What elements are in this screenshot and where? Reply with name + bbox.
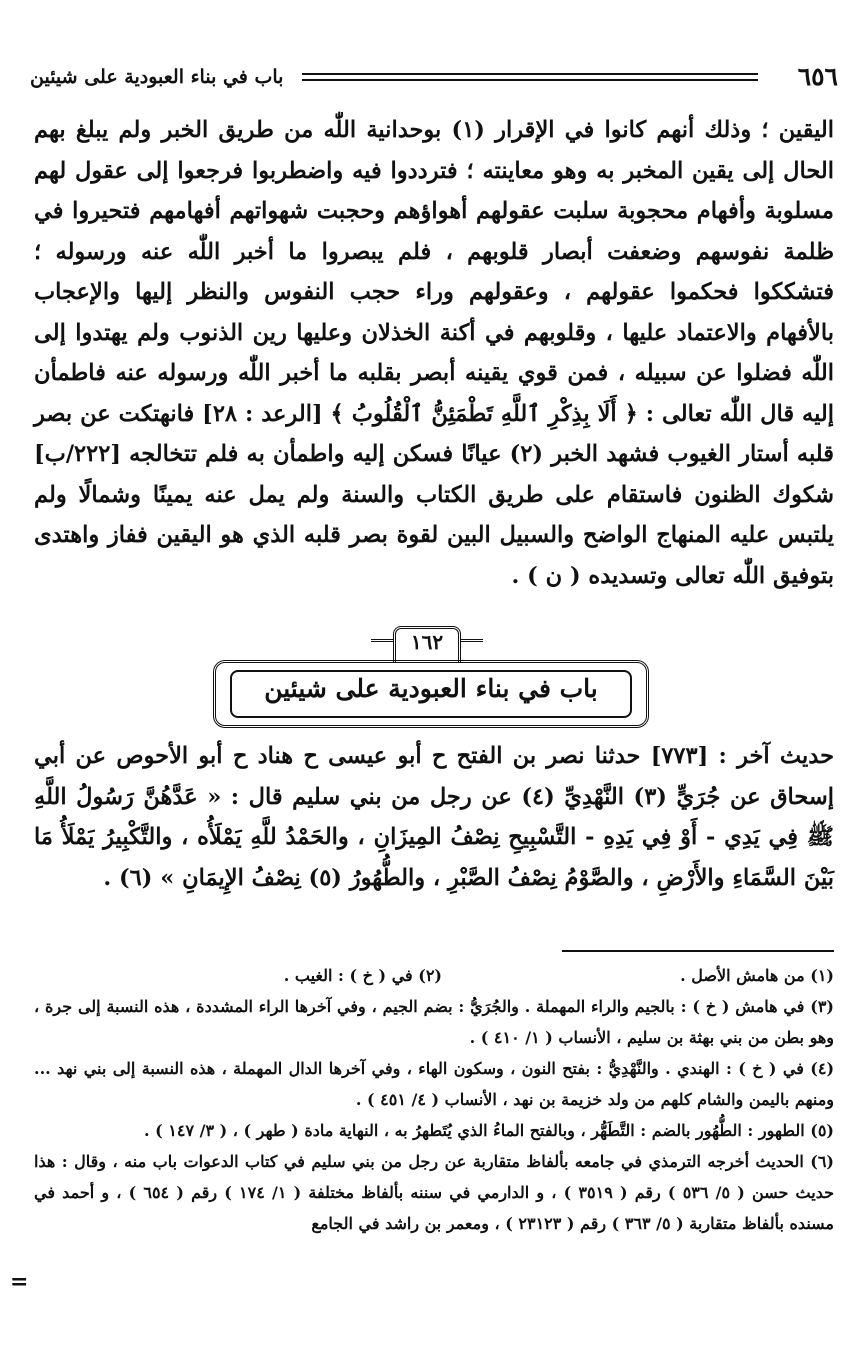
footnote-separator bbox=[562, 950, 834, 952]
page-number: ٦٥٦ bbox=[797, 62, 838, 91]
footnote-4: (٤) في ( خ ) : الهندي . والنَّهْدِيُّ : بفتح النون ، وسكون الهاء ، وفي آخرها الدال المهملة ، هذه النسبة إلى بني نهد ... ومنهم باليمن والشام كلهم من ولد خزيمة بن نهد ، الأنساب ( ٤/ ٤٥١ ) . bbox=[34, 1059, 835, 1109]
footnote-1: (١) من هامش الأصل . bbox=[680, 966, 834, 985]
running-header bbox=[30, 62, 838, 92]
footnote-3: (٣) في هامش ( خ ) : بالجيم والراء المهملة . والجُرَيُّ : بضم الجيم ، وفي آخرها الراء المشددة ، هذه النسبة إلى جرة ، وهو بطن من بني بهثة بن سليم ، الأنساب ( ١/ ٤١٠ ) . bbox=[34, 997, 834, 1047]
footnote-2: (٢) في ( خ ) : الغيب . bbox=[283, 966, 442, 985]
hadith-paragraph: حديث آخر : [٧٧٣] حدثنا نصر بن الفتح ح أبو عيسى ح هناد ح أبو الأحوص عن أبي إسحاق عن جُرَيٍّ (٣) النَّهْدِيِّ (٤) عن رجل من بني سليم قال : « عَدَّهُنَّ رَسُولُ اللَّهِ ﷺ فِي يَدِي - أَوْ فِي يَدِهِ - التَّسْبِيحِ نِصْفُ المِيزَانِ ، والحَمْدُ للَّهِ يَمْلَأُه ، والتَّكْبِيرُ يَمْلَأُ مَا بَيْنَ السَّمَاءِ والأَرْضِ ، والصَّوْمُ نِصْفُ الصَّبْرِ ، والطُّهُورُ (٥) نِصْفُ الإِيمَانِ » (٦) . bbox=[34, 743, 835, 891]
chapter-number: ١٦٢ bbox=[410, 630, 444, 654]
header-rule bbox=[302, 73, 758, 81]
chapter-heading-box bbox=[213, 660, 649, 728]
footnote-line-1-2 bbox=[34, 960, 834, 991]
hadith-text-block bbox=[34, 736, 834, 898]
footnotes bbox=[34, 960, 834, 1239]
running-title: باب في بناء العبودية على شيئين bbox=[30, 66, 284, 88]
continuation-mark: = bbox=[10, 1269, 29, 1295]
main-text-block bbox=[34, 110, 834, 596]
chapter-title: باب في بناء العبودية على شيئين bbox=[264, 674, 598, 703]
footnote-5: (٥) الطهور : الطُّهُور بالضم : التَّطَهُّر ، وبالفتح الماءُ الذي يُتَطهرُ به ، النهاية مادة ( طهر ) ، ( ٣/ ١٤٧ ) . bbox=[144, 1121, 834, 1140]
footnote-6: (٦) الحديث أخرجه الترمذي في جامعه بألفاظ متقاربة عن رجل من بني سليم في كتاب الدعوات باب منه ، وقال : هذا حديث حسن ( ٥/ ٥٣٦ ) رقم ( ٣٥١٩ ) ، و الدارمي في سننه بألفاظ مختلفة ( ١/ ١٧٤ ) رقم ( ٦٥٤ ) ، و أحمد في مسنده بألفاظ متقاربة ( ٥/ ٣٦٣ ) رقم ( ٢٣١٢٣ ) ، ومعمر بن راشد في الجامع bbox=[34, 1152, 835, 1233]
paragraph-continuation: اليقين ؛ وذلك أنهم كانوا في الإقرار (١) بوحدانية اللّٰه من طريق الخبر ولم يبلغ بهم الحال إلى يقين المخبر به وهو معاينته ؛ فترددوا فيه واضطربوا فرجعوا إلى عقول لهم مسلوبة وأفهام محجوبة سلبت عقولهم أهواؤهم وحجبت شهواتهم أفهامهم فتحيروا في ظلمة نفوسهم وضعفت أبصار قلوبهم ، فلم يبصروا ما أخبر اللّٰه عنه ورسوله ؛ فتشككوا فحكموا عقولهم ، وعقولهم وراء حجب النفوس والنظر إليها والإعجاب بالأفهام والاعتماد عليها ، وقلوبهم في أكنة الخذلان وعليها رين الذنوب ولم يهتدوا إلى اللّٰه فضلوا عن سبيله ، فمن قوي يقينه أبصر بقلبه ما أخبر اللّٰه ورسوله عنه فاطمأن إليه قال اللّٰه تعالى : ﴿ أَلَا بِذِكْرِ ٱللَّهِ تَطْمَئِنُّ ٱلْقُلُوبُ ﴾ [الرعد : ٢٨] فانهتكت عن بصر قلبه أستار الغيوب فشهد الخبر (٢) عيانًا فسكن إليه واطمأن به فلم تتخالجه [٢٢٢/ب] شكوك الظنون فاستقام على طريق الكتاب والسنة ولم يمل عنه يمينًا وشمالًا ولم يلتبس عليه المنهاج الواضح والسبيل البين لقوة بصر قلبه الذي هو اليقين ففاز واهتدى بتوفيق اللّٰه تعالى وتسديده ( ن ) . bbox=[34, 117, 834, 589]
chapter-number-badge bbox=[371, 623, 483, 663]
